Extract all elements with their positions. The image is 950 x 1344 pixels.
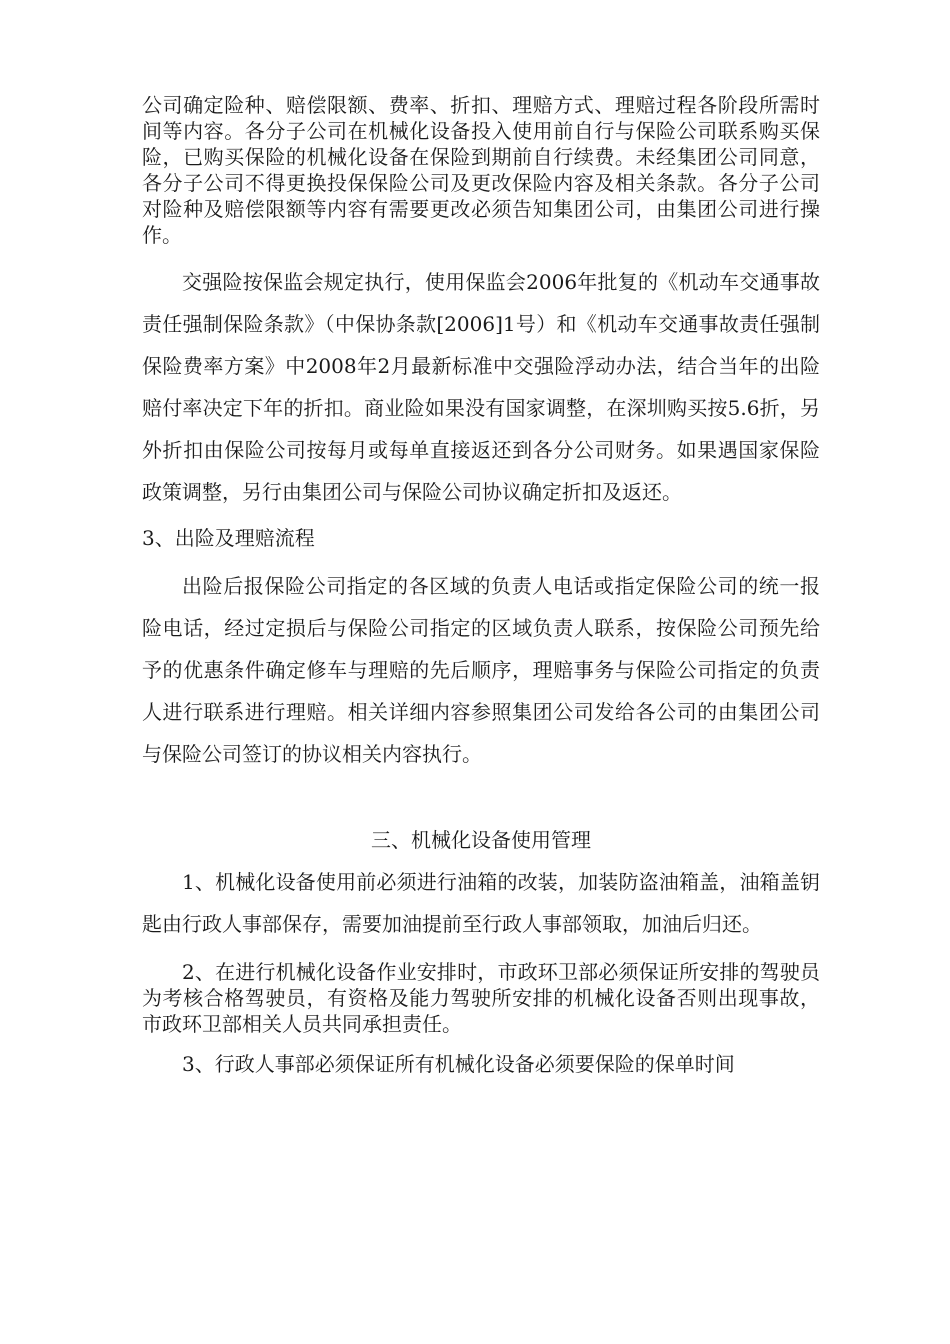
list-item-fuel-tank: 1、机械化设备使用前必须进行油箱的改装，加装防盗油箱盖，油箱盖钥匙由行政人事部保存，需要加油提前至行政人事部领取，加油后归还。 bbox=[142, 870, 820, 936]
paragraph-insurance-purchase: 公司确定险种、赔偿限额、费率、折扣、理赔方式、理赔过程各阶段所需时间等内容。各分子公司在机械化设备投入使用前自行与保险公司联系购买保险，已购买保险的机械化设备在保险到期前自行续费。未经集团公司同意，各分子公司不得更换投保保险公司及更改保险内容及相关条款。各分子公司对险种及赔偿限额等内容有需要更改必须告知集团公司，由集团公司进行操作。 bbox=[142, 93, 820, 247]
section-heading-equipment-usage: 三、机械化设备使用管理 bbox=[371, 828, 591, 852]
paragraph-compulsory-insurance: 交强险按保监会规定执行，使用保监会2006年批复的《机动车交通事故责任强制保险条款》（中保协条款[2006]1号）和《机动车交通事故责任强制保险费率方案》中2008年2月最新标准中交强险浮动办法，结合当年的出险赔付率决定下年的折扣。商业险如果没有国家调整，在深圳购买按5.6折，另外折扣由保险公司按每月或每单直接返还到各分公司财务。如果遇国家保险政策调整，另行由集团公司与保险公司协议确定折扣及返还。 bbox=[142, 270, 820, 504]
list-item-driver-assignment: 2、在进行机械化设备作业安排时，市政环卫部必须保证所安排的驾驶员为考核合格驾驶员，有资格及能力驾驶所安排的机械化设备否则出现事故，市政环卫部相关人员共同承担责任。 bbox=[142, 960, 820, 1036]
subheading-claims-process: 3、出险及理赔流程 bbox=[142, 526, 315, 550]
list-item-insurance-policy: 3、行政人事部必须保证所有机械化设备必须要保险的保单时间 bbox=[182, 1052, 735, 1076]
paragraph-claims-process: 出险后报保险公司指定的各区域的负责人电话或指定保险公司的统一报险电话，经过定损后与保险公司指定的区域负责人联系，按保险公司预先给予的优惠条件确定修车与理赔的先后顺序，理赔事务与保险公司指定的负责人进行联系进行理赔。相关详细内容参照集团公司发给各公司的由集团公司与保险公司签订的协议相关内容执行。 bbox=[142, 574, 820, 766]
